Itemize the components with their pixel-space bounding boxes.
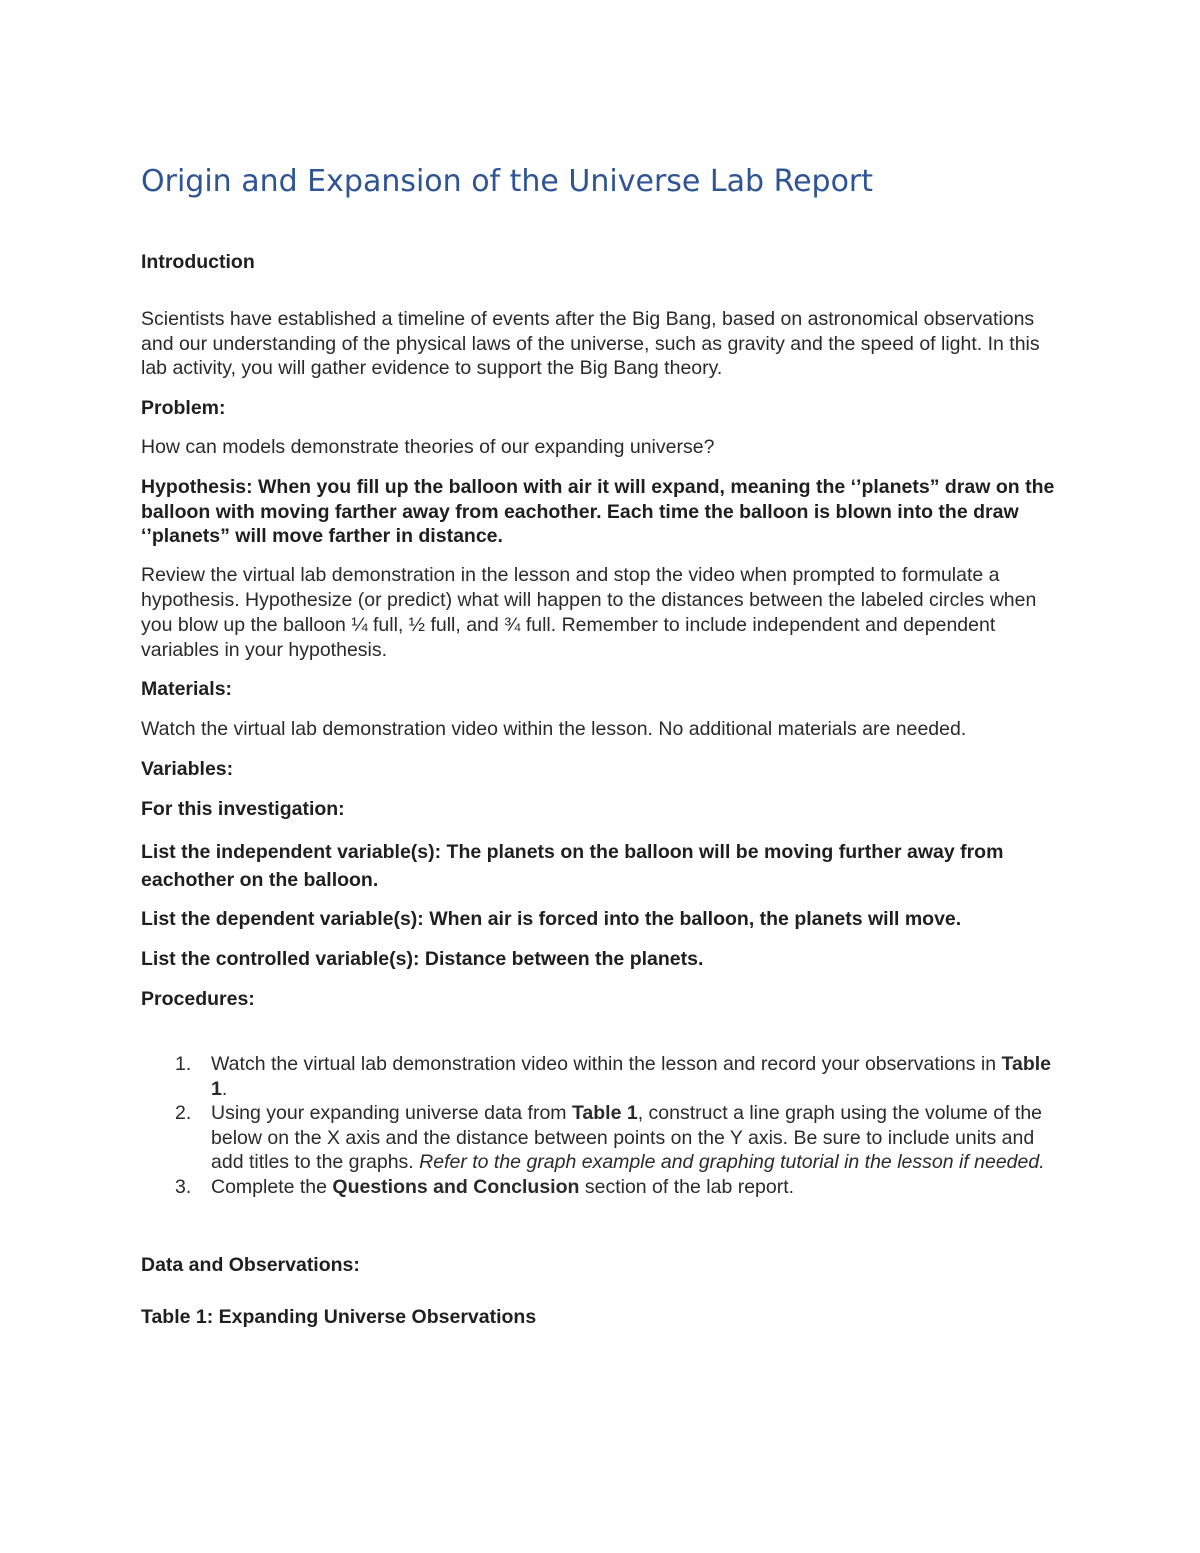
- procedures-heading: Procedures:: [141, 988, 255, 1010]
- procedure-text: Using your expanding universe data from: [211, 1102, 572, 1124]
- procedure-text: Complete the: [211, 1175, 333, 1198]
- procedure-bold-ref: Questions and Conclusion: [332, 1175, 580, 1198]
- procedure-item: [141, 1101, 1070, 1175]
- procedure-number: 1.: [175, 1053, 192, 1075]
- materials-heading: Materials:: [141, 678, 233, 700]
- review-paragraph: Review the virtual lab demonstration in the lesson and stop the video when prompted to formulate a hypothesis. Hypothesize (or predict) what will happen to the distances between the labeled circles when you blow up the balloon ¼ full, ½ full, and ¾ full. Remember to include independent and dependent variables in your hypothesis.: [141, 564, 1037, 661]
- problem-heading: Problem:: [141, 397, 226, 419]
- document-title: Origin and Expansion of the Universe Lab Report: [141, 164, 874, 199]
- problem-text: How can models demonstrate theories of our expanding universe?: [141, 436, 715, 458]
- introduction-heading: Introduction: [141, 251, 255, 273]
- procedure-item: [141, 1175, 1070, 1200]
- procedure-bold-ref: Table 1: [571, 1102, 638, 1124]
- hypothesis-text: Hypothesis: When you fill up the balloon with air it will expand, meaning the ‘’planets” draw on the balloon with moving farther away from eachother. Each time the balloon is blown into the draw ‘’planets” will move farther in distance.: [141, 476, 1055, 547]
- data-observations-heading: Data and Observations:: [141, 1254, 360, 1276]
- independent-variable: List the independent variable(s): The planets on the balloon will be moving further away from eachother on the balloon.: [141, 841, 1004, 891]
- procedure-item: [141, 1052, 1070, 1101]
- controlled-variable: List the controlled variable(s): Distance between the planets.: [141, 948, 704, 970]
- procedure-bold-ref: Table 1: [211, 1053, 1052, 1100]
- introduction-paragraph: Scientists have established a timeline of events after the Big Bang, based on astronomical observations and our understanding of the physical laws of the universe, such as gravity and the speed of light. In this lab activity, you will gather evidence to support the Big Bang theory.: [141, 308, 1040, 379]
- variables-heading: Variables:: [141, 758, 234, 780]
- procedure-text: Watch the virtual lab demonstration video within the lesson and record your observations in: [211, 1053, 1002, 1075]
- procedure-number: 2.: [175, 1102, 192, 1124]
- table-1-title: Table 1: Expanding Universe Observations: [141, 1306, 537, 1328]
- procedure-text: section of the lab report.: [579, 1175, 795, 1198]
- procedures-list: [141, 1052, 1070, 1199]
- procedure-text: .: [221, 1077, 228, 1100]
- dependent-variable: List the dependent variable(s): When air is forced into the balloon, the planets will move.: [141, 908, 962, 930]
- procedure-italic-note: Refer to the graph example and graphing tutorial in the lesson if needed.: [419, 1151, 1045, 1173]
- variables-subheading: For this investigation:: [141, 798, 345, 820]
- procedure-text: , construct a line graph using the volume of the below on the X axis and the distance between points on the Y axis. Be sure to include units and add titles to the graphs.: [211, 1102, 1043, 1173]
- procedure-number: 3.: [175, 1175, 192, 1198]
- materials-text: Watch the virtual lab demonstration video within the lesson. No additional materials are needed.: [141, 718, 967, 740]
